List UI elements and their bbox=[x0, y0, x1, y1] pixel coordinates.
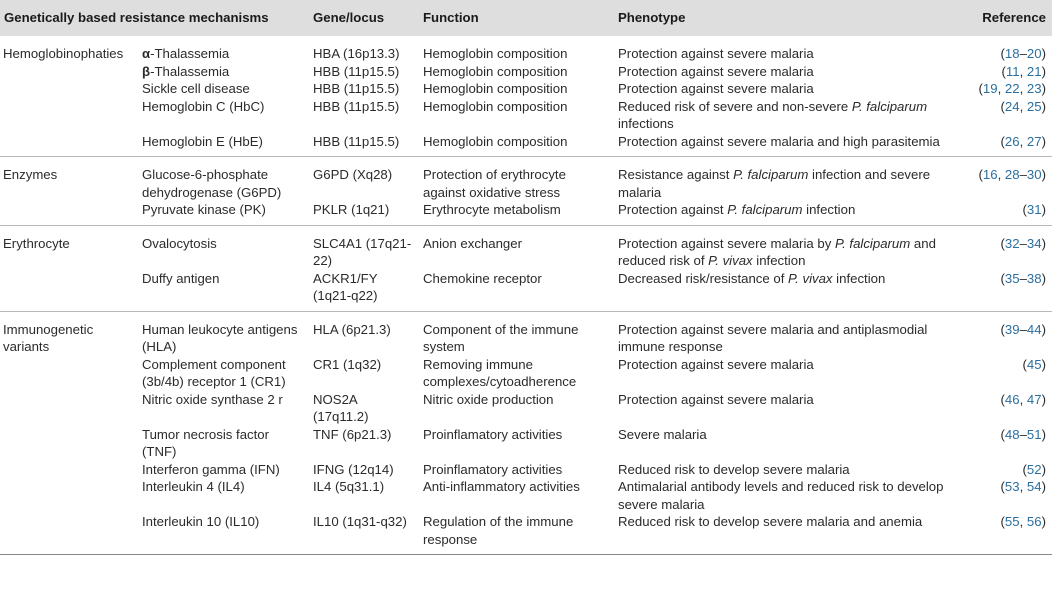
mechanism-name: Tumor necrosis factor (TNF) bbox=[142, 426, 270, 459]
table-row bbox=[0, 63, 1052, 81]
phenotype-cell bbox=[614, 36, 964, 63]
function-cell: Anti-inflammatory activities bbox=[423, 479, 580, 494]
table-row bbox=[0, 426, 1052, 461]
phenotype-text: Protection against severe malaria bbox=[618, 81, 814, 96]
reference-link[interactable]: 38 bbox=[1026, 270, 1042, 286]
reference-link[interactable]: 35 bbox=[1004, 270, 1020, 286]
reference-link[interactable]: 20 bbox=[1026, 46, 1042, 61]
gene-locus-cell: HLA (6p21.3) bbox=[313, 321, 391, 337]
reference-link[interactable]: 24 bbox=[1004, 98, 1020, 114]
mechanism-name: Hemoglobin E (HbE) bbox=[142, 133, 263, 149]
gene-locus-cell: CR1 (1q32) bbox=[313, 356, 382, 372]
category-cell bbox=[0, 201, 138, 225]
mechanism-cell bbox=[138, 426, 309, 461]
mechanism-cell bbox=[138, 133, 309, 157]
phenotype-text: Antimalarial antibody levels and reduced risk to develop severe malaria bbox=[618, 479, 944, 512]
mechanism-name: Hemoglobin C (HbC) bbox=[142, 98, 265, 114]
phenotype-cell bbox=[614, 80, 964, 98]
function-cell: Proinflamatory activities bbox=[423, 426, 563, 442]
gene-locus-cell: HBB (11p15.5) bbox=[313, 81, 400, 96]
phenotype-text: infection bbox=[802, 202, 856, 217]
phenotype-text: Protection against severe malaria and antiplasmodial immune response bbox=[618, 321, 928, 354]
reference-cell: (53, 54) bbox=[1000, 479, 1046, 494]
reference-cell: (18–20) bbox=[1000, 46, 1046, 61]
reference-link[interactable]: 54 bbox=[1026, 479, 1042, 494]
mechanism-name: Nitric oxide synthase 2 r bbox=[142, 391, 283, 407]
category-cell: Erythrocyte bbox=[3, 235, 70, 251]
gene-locus-cell: HBB (11p15.5) bbox=[313, 133, 400, 149]
gene-locus-cell: IL4 (5q31.1) bbox=[313, 479, 385, 494]
mechanism-name: Ovalocytosis bbox=[142, 235, 217, 251]
category-cell bbox=[0, 98, 138, 133]
gene-locus-cell: IL10 (1q31-q32) bbox=[313, 514, 407, 529]
gene-locus-cell: IFNG (12q14) bbox=[313, 461, 394, 477]
reference-link[interactable]: 53 bbox=[1004, 479, 1020, 494]
category-cell bbox=[0, 80, 138, 98]
header-reference: Reference bbox=[982, 10, 1046, 26]
function-cell: Proinflamatory activities bbox=[423, 461, 563, 477]
phenotype-text: Reduced risk to develop severe malaria and anemia bbox=[618, 514, 923, 529]
phenotype-cell bbox=[614, 63, 964, 81]
reference-link[interactable]: 46 bbox=[1004, 391, 1020, 407]
function-cell: Removing immune complexes/cytoadherence bbox=[423, 356, 577, 389]
table-row bbox=[0, 36, 1052, 63]
mechanism-cell bbox=[138, 225, 309, 270]
category-cell: Enzymes bbox=[3, 167, 58, 182]
mechanism-cell bbox=[138, 98, 309, 133]
reference-cell: (26, 27) bbox=[1000, 133, 1046, 149]
reference-separator: , bbox=[1019, 63, 1027, 79]
reference-cell: (32–34) bbox=[1000, 235, 1046, 251]
reference-link[interactable]: 25 bbox=[1026, 98, 1042, 114]
reference-cell: (24, 25) bbox=[1000, 98, 1046, 114]
gene-locus-cell: HBB (11p15.5) bbox=[313, 63, 400, 79]
phenotype-cell bbox=[614, 461, 964, 479]
mechanism-cell bbox=[138, 36, 309, 63]
table-row bbox=[0, 98, 1052, 133]
phenotype-text: Protection against severe malaria bbox=[618, 63, 814, 79]
reference-separator: , bbox=[997, 167, 1005, 182]
category-cell bbox=[0, 356, 138, 391]
phenotype-cell bbox=[614, 391, 964, 426]
table-row bbox=[0, 80, 1052, 98]
mechanism-name: Interferon gamma (IFN) bbox=[142, 461, 280, 477]
species-name: P. falciparum bbox=[733, 167, 809, 182]
phenotype-text: Protection against severe malaria bbox=[618, 391, 814, 407]
mechanism-cell bbox=[138, 270, 309, 312]
header-gene: Gene/locus bbox=[313, 10, 385, 26]
mechanism-cell bbox=[138, 80, 309, 98]
phenotype-cell bbox=[614, 311, 964, 356]
mechanism-cell bbox=[138, 63, 309, 81]
reference-cell: (31) bbox=[1022, 202, 1046, 217]
reference-link[interactable]: 22 bbox=[1004, 81, 1020, 96]
phenotype-cell bbox=[614, 98, 964, 133]
gene-locus-cell: PKLR (1q21) bbox=[313, 202, 390, 217]
mechanism-cell bbox=[138, 513, 309, 555]
function-cell: Hemoglobin composition bbox=[423, 81, 568, 96]
table-row bbox=[0, 478, 1052, 513]
function-cell: Component of the immune system bbox=[423, 321, 579, 354]
table-row bbox=[0, 225, 1052, 270]
reference-cell: (16, 28–30) bbox=[978, 167, 1046, 182]
mechanism-cell bbox=[138, 157, 309, 202]
mechanism-name: Glucose-6-phosphate dehydrogenase (G6PD) bbox=[142, 167, 282, 200]
table-row bbox=[0, 311, 1052, 356]
mechanism-name: -Thalassemia bbox=[150, 63, 230, 79]
phenotype-cell bbox=[614, 270, 964, 312]
function-cell: Protection of erythrocyte against oxidative stress bbox=[423, 167, 566, 200]
reference-separator: – bbox=[1019, 426, 1027, 442]
mechanism-name: Human leukocyte antigens (HLA) bbox=[142, 321, 298, 354]
reference-separator: , bbox=[1019, 98, 1027, 114]
table-row bbox=[0, 461, 1052, 479]
category-cell bbox=[0, 513, 138, 555]
gene-locus-cell: SLC4A1 (17q21-22) bbox=[313, 235, 412, 268]
table-row bbox=[0, 356, 1052, 391]
phenotype-text: and reduced risk of bbox=[618, 235, 936, 268]
mechanism-name: Pyruvate kinase (PK) bbox=[142, 202, 266, 217]
reference-link[interactable]: 16 bbox=[982, 167, 998, 182]
table-row bbox=[0, 157, 1052, 202]
table-row bbox=[0, 391, 1052, 426]
reference-separator: , bbox=[1019, 514, 1027, 529]
reference-link[interactable]: 52 bbox=[1026, 461, 1042, 477]
reference-link[interactable]: 23 bbox=[1026, 81, 1042, 96]
reference-link[interactable]: 56 bbox=[1026, 514, 1042, 529]
reference-separator: , bbox=[1019, 133, 1027, 149]
phenotype-text: Protection against severe malaria bbox=[618, 356, 814, 372]
species-name: P. vivax bbox=[788, 270, 833, 286]
function-cell: Hemoglobin composition bbox=[423, 98, 568, 114]
mechanism-cell bbox=[138, 311, 309, 356]
species-name: P. vivax bbox=[708, 253, 753, 268]
header-phenotype: Phenotype bbox=[618, 10, 686, 26]
reference-separator: – bbox=[1019, 46, 1027, 61]
table-row bbox=[0, 513, 1052, 555]
reference-link[interactable]: 27 bbox=[1026, 133, 1042, 149]
reference-cell: (45) bbox=[1022, 356, 1046, 372]
function-cell: Nitric oxide production bbox=[423, 391, 554, 407]
category-cell: Immunogenetic variants bbox=[3, 321, 94, 354]
mechanism-cell bbox=[138, 391, 309, 426]
reference-link[interactable]: 32 bbox=[1004, 235, 1020, 251]
phenotype-cell bbox=[614, 513, 964, 555]
species-name: P. falciparum bbox=[851, 98, 928, 114]
phenotype-text: infection and severe malaria bbox=[618, 167, 931, 200]
greek-letter: α bbox=[142, 46, 151, 61]
reference-link[interactable]: 55 bbox=[1004, 514, 1020, 529]
category-cell bbox=[0, 63, 138, 81]
header-row bbox=[0, 0, 1052, 36]
reference-separator: – bbox=[1019, 167, 1027, 182]
reference-link[interactable]: 28 bbox=[1004, 167, 1020, 182]
phenotype-text: Protection against bbox=[618, 202, 728, 217]
reference-separator: , bbox=[1019, 81, 1027, 96]
greek-letter: β bbox=[142, 63, 151, 79]
phenotype-cell bbox=[614, 426, 964, 461]
reference-link[interactable]: 26 bbox=[1004, 133, 1020, 149]
reference-link[interactable]: 48 bbox=[1004, 426, 1020, 442]
table-row bbox=[0, 133, 1052, 157]
phenotype-text: Protection against severe malaria bbox=[618, 46, 814, 61]
reference-separator: – bbox=[1019, 270, 1027, 286]
mechanism-name: Interleukin 4 (IL4) bbox=[142, 479, 245, 494]
function-cell: Hemoglobin composition bbox=[423, 46, 568, 61]
reference-link[interactable]: 11 bbox=[1005, 63, 1020, 79]
phenotype-text: Protection against severe malaria and high parasitemia bbox=[618, 133, 940, 149]
category-cell bbox=[0, 478, 138, 513]
phenotype-cell bbox=[614, 157, 964, 202]
reference-link[interactable]: 34 bbox=[1026, 235, 1042, 251]
reference-cell: (46, 47) bbox=[1000, 391, 1046, 407]
phenotype-text: infection bbox=[752, 253, 806, 268]
table-row bbox=[0, 270, 1052, 312]
category-cell bbox=[0, 391, 138, 426]
category-cell: Hemoglobinophaties bbox=[3, 46, 124, 61]
phenotype-text: infections bbox=[618, 116, 674, 131]
header-function: Function bbox=[423, 10, 479, 26]
phenotype-cell bbox=[614, 225, 964, 270]
reference-cell: (48–51) bbox=[1000, 426, 1046, 442]
mechanism-cell bbox=[138, 478, 309, 513]
reference-cell: (55, 56) bbox=[1000, 514, 1046, 529]
phenotype-text: Resistance against bbox=[618, 167, 734, 182]
reference-link[interactable]: 45 bbox=[1026, 356, 1042, 372]
reference-separator: , bbox=[1019, 479, 1027, 494]
function-cell: Erythrocyte metabolism bbox=[423, 202, 561, 217]
function-cell: Hemoglobin composition bbox=[423, 63, 568, 79]
species-name: P. falciparum bbox=[727, 202, 803, 217]
reference-link[interactable]: 31 bbox=[1026, 202, 1042, 217]
category-cell bbox=[0, 461, 138, 479]
phenotype-text: Severe malaria bbox=[618, 426, 707, 442]
function-cell: Chemokine receptor bbox=[423, 270, 542, 286]
reference-link[interactable]: 51 bbox=[1026, 426, 1042, 442]
category-cell bbox=[0, 270, 138, 312]
reference-separator: , bbox=[997, 81, 1005, 96]
mechanism-cell bbox=[138, 461, 309, 479]
reference-link[interactable]: 19 bbox=[982, 81, 998, 96]
category-cell bbox=[0, 133, 138, 157]
mechanism-name: Complement component (3b/4b) receptor 1 (CR1) bbox=[142, 356, 286, 389]
mechanism-cell bbox=[138, 356, 309, 391]
reference-separator: – bbox=[1019, 235, 1027, 251]
reference-cell: (19, 22, 23) bbox=[978, 81, 1046, 96]
reference-link[interactable]: 44 bbox=[1026, 321, 1042, 337]
reference-cell: (52) bbox=[1022, 461, 1046, 477]
function-cell: Regulation of the immune response bbox=[423, 514, 574, 547]
phenotype-text: Reduced risk of severe and non-severe bbox=[618, 98, 852, 114]
reference-cell: (11, 21) bbox=[1001, 63, 1046, 79]
mechanism-name: Interleukin 10 (IL10) bbox=[142, 514, 260, 529]
gene-locus-cell: NOS2A (17q11.2) bbox=[313, 391, 369, 424]
phenotype-cell bbox=[614, 478, 964, 513]
gene-locus-cell: ACKR1/FY (1q21-q22) bbox=[313, 270, 378, 303]
reference-cell: (35–38) bbox=[1000, 270, 1046, 286]
mechanism-name: Sickle cell disease bbox=[142, 81, 250, 96]
gene-locus-cell: G6PD (Xq28) bbox=[313, 167, 393, 182]
species-name: P. falciparum bbox=[834, 235, 911, 251]
reference-cell: (39–44) bbox=[1000, 321, 1046, 337]
table-body bbox=[0, 36, 1052, 555]
phenotype-text: Reduced risk to develop severe malaria bbox=[618, 461, 850, 477]
table-row bbox=[0, 201, 1052, 225]
function-cell: Hemoglobin composition bbox=[423, 133, 568, 149]
mechanism-name: Duffy antigen bbox=[142, 270, 220, 286]
header-mechanism: Genetically based resistance mechanisms bbox=[4, 10, 269, 26]
reference-link[interactable]: 39 bbox=[1004, 321, 1020, 337]
reference-separator: – bbox=[1019, 321, 1027, 337]
reference-separator: , bbox=[1019, 391, 1027, 407]
phenotype-text: Protection against severe malaria by bbox=[618, 235, 835, 251]
phenotype-cell bbox=[614, 133, 964, 157]
phenotype-text: Decreased risk/resistance of bbox=[618, 270, 789, 286]
gene-locus-cell: HBA (16p13.3) bbox=[313, 46, 400, 61]
phenotype-cell bbox=[614, 201, 964, 225]
function-cell: Anion exchanger bbox=[423, 235, 522, 251]
category-cell bbox=[0, 426, 138, 461]
reference-link[interactable]: 47 bbox=[1026, 391, 1042, 407]
gene-locus-cell: HBB (11p15.5) bbox=[313, 98, 400, 114]
mechanism-name: -Thalassemia bbox=[150, 46, 230, 61]
phenotype-cell bbox=[614, 356, 964, 391]
phenotype-text: infection bbox=[832, 270, 886, 286]
mechanism-cell bbox=[138, 201, 309, 225]
reference-link[interactable]: 21 bbox=[1026, 63, 1042, 79]
gene-locus-cell: TNF (6p21.3) bbox=[313, 426, 392, 442]
reference-link[interactable]: 18 bbox=[1004, 46, 1020, 61]
reference-link[interactable]: 30 bbox=[1026, 167, 1042, 182]
